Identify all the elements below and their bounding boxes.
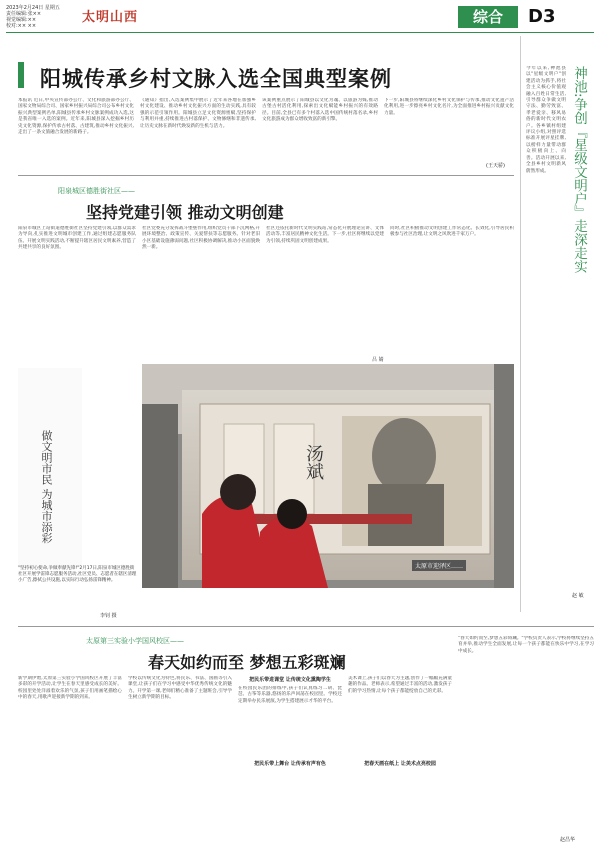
story2-headline: 坚持党建引领 推动文明创建: [86, 203, 284, 222]
story2-byline: 吕 婧: [372, 357, 384, 363]
news-photo: [142, 364, 514, 588]
lead-byline: (王天骄): [486, 163, 505, 169]
story3-col-4: 美术课上,孩子们以春天为主题,创作了一幅幅充满童趣的作品。老师表示,希望通过丰富的活动,激发孩子们的学习热情,让每个孩子都能绽放自己的光彩。: [348, 676, 452, 694]
story3-col-5: "春天如约而至,梦想五彩斑斓。"学校负责人表示,学校将继续坚持五育并举,推动学生全面发展,让每一个孩子都能在快乐中学习,在学习中成长。: [458, 636, 594, 654]
story2-col-3: 社区还依托新时代文明实践站,常态化开展理论宣讲、文体活动等,丰富居民精神文化生活。下一步,社区将继续以党建为引领,持续巩固文明创建成果。: [266, 226, 384, 244]
masthead: 太明山西: [82, 10, 139, 25]
story3-col-3-wrap: [238, 676, 342, 841]
story2-kicker: 阳泉城区德胜街社区——: [58, 187, 135, 195]
headline-accent: [18, 62, 24, 88]
story3-col-3: 在校园民乐团的排练中,孩子们认真练习二胡、琵琶、古筝等乐器,悠扬的乐声回荡在校园里。学校还定期举办民乐展演,为学生搭建展示才华的平台。: [238, 686, 342, 704]
lead-col-3: 该案例重点展示了阳城县以文化为魂、以旅游为媒,推动古堡古村活化利用,探索出文化赋能乡村振兴的有效路径。目前,全县已有多个村落入选中国传统村落名录,乡村文化旅游成为群众增收致富的新引擎。: [262, 98, 378, 123]
story2-col-4: 同时,社区积极推动文明创建工作常态化、长效化,引导居民积极参与社区治理,让文明之风吹进千家万户。: [390, 226, 514, 238]
issue-meta: [6, 5, 80, 29]
story3-sub-1: 把民乐带进课堂 让传统文化熏陶学生: [249, 677, 331, 683]
designer-line: 视觉编辑:××: [6, 17, 37, 23]
page-number: D3: [528, 6, 556, 27]
story2-col-2: 社区党委充分发挥战斗堡垒作用,组织党员干部下沉网格,开展环境整治、政策宣传、关爱帮扶等志愿服务。针对老旧小区基础设施薄弱问题,社区积极协调解决,推动小区面貌焕然一新。: [142, 226, 260, 251]
story3-col-2: 学校以传统文化为特色,将民乐、书法、国画等引入课堂,让孩子们在学习中感受中华优秀传统文化的魅力。开学第一课,老师们精心准备了主题班会,引导学生树立新学期的目标。: [128, 676, 232, 701]
photo-wall-text: 太原市迎泽区……: [412, 560, 466, 571]
header-rule: [6, 32, 594, 33]
photo-illustration: [142, 364, 514, 588]
photo-caption: "坚持初心使命,争做奉献先锋!"2月17日,阳泉市城区德胜街社区开展学雷锋志愿服务活动,社区党员、志愿者在辖区清理小广告,擦拭公共设施,以实际行动弘扬雷锋精神。: [18, 566, 137, 583]
editor-line: 责任编辑:张××: [6, 11, 42, 17]
photo-caption-title: 做文明市民 为城市添彩: [40, 430, 53, 544]
divider: [18, 175, 514, 176]
lead-headline: 阳城传承乡村文脉入选全国典型案例: [40, 66, 392, 91]
sidebar-byline: 赵 敏: [572, 593, 584, 599]
date-line: 2023年2月24日 星期五: [6, 5, 60, 11]
story3-kicker: 太原第三实验小学国风校区——: [86, 637, 184, 645]
story3-sub-2: 把民乐带上舞台 让传承有声有色: [254, 761, 326, 767]
sidebar: [520, 36, 594, 612]
sidebar-headline: 神池:争创『星级文明户』走深走实: [571, 66, 587, 274]
story3-col-4-wrap: [348, 676, 452, 841]
story2-col-1: 阳泉市城区上站街道德胜街社区坚持党建引领,以群众需求为导向,扎实推进文明城市创建工作,通过组建志愿服务队伍、开展文明实践活动,不断提升辖区居民文明素养,营造了共建共享的良好氛围。: [18, 226, 136, 251]
story3-headline: 春天如约而至 梦想五彩斑斓: [148, 653, 346, 672]
photo-credit: 李钊 摄: [100, 613, 117, 619]
lead-col-4: 下一步,阳城县将继续深化乡村文化保护与传承,推动文化遗产活化利用,进一步擦亮乡村文化名片,为全面推进乡村振兴贡献文化力量。: [384, 98, 514, 116]
story3-byline: 赵昌华: [560, 837, 576, 843]
proof-line: 校对:×× ××: [6, 23, 37, 29]
lead-col-2: 《通知》指出,入选案例集中展示了近年来各地在加强乡村文化建设、推动乡村文化振兴方面的生动实践,具有较强的示范引领作用。阳城县立足文化资源禀赋,坚持保护与利用并重,持续推进古村落保护、文物修缮和非遗传承,让历史文脉在新时代焕发新的生机与活力。: [140, 98, 256, 129]
story3-sub-3: 把春天画在纸上 让美术点亮校园: [364, 761, 436, 767]
photo-sign-text: 汤斌: [303, 444, 324, 480]
section-label: 综合: [458, 6, 518, 28]
story3-col-1: 新学期伊始,太原第三实验小学国风校区开展了丰富多彩的开学活动,让学生在春天里感受成长的美好。校园里处处洋溢着欢乐的气氛,孩子们用画笔描绘心中的春天,用歌声迎接新学期的到来。: [18, 676, 122, 701]
sidebar-divider: [520, 36, 521, 612]
divider-2: [18, 626, 594, 627]
sidebar-text: 今年以来,神池县以"星级文明户"创建活动为抓手,将社会主义核心价值观融入百姓日常生活,引导群众争做文明守法、勤劳致富、孝老爱亲、移风易俗的新时代文明农户。各乡镇村组建评议小组,对照评选标准开展评星挂牌,以榜样力量带动群众积极向上、向善。活动开展以来,全县乡村文明新风蔚然形成。: [526, 66, 566, 174]
photo-caption-block: [18, 368, 82, 568]
lead-col-1: 本报讯 近日,中央宣传部办公厅、文化和旅游部办公厅、国家文物局综合司、国家乡村振兴局综合司公布乡村文化振兴典型案例名单,阳城县传承乡村文脉案例成功入选,这是我省唯一入选的案例。近年来,阳城县深入挖掘乡村历史文化资源,保护传承古村落、古建筑,推动乡村文化振兴,走出了一条文旅融合发展的新路子。: [18, 98, 134, 136]
